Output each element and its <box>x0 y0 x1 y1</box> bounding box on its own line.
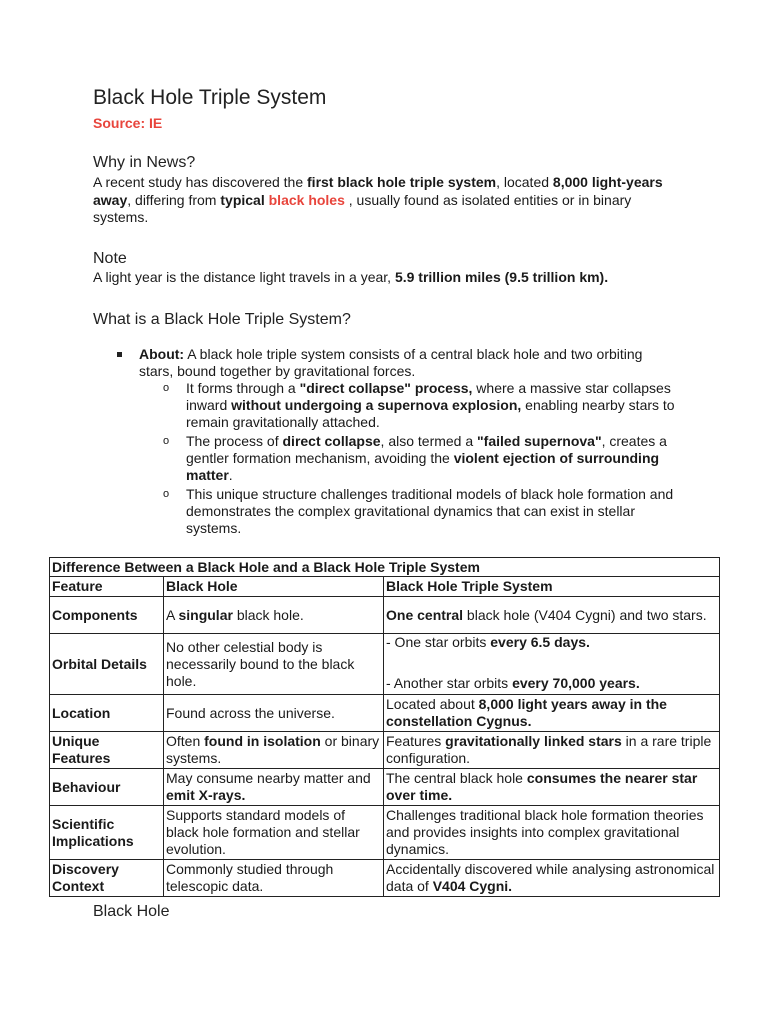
table-row <box>50 732 720 769</box>
square-bullet-icon <box>117 352 122 357</box>
table-row <box>50 597 720 634</box>
triple-system-cell: Challenges traditional black hole formation theories and provides insights into complex gravitational dynamics. <box>384 806 720 860</box>
source-label: Source: IE <box>93 115 163 131</box>
black-holes-link[interactable]: black holes <box>268 191 345 208</box>
table-caption: Difference Between a Black Hole and a Black Hole Triple System <box>50 558 720 577</box>
table-caption-row <box>50 558 720 577</box>
black-hole-cell: Commonly studied through telescopic data. <box>164 860 384 897</box>
sub-bullet-failed-supernova: o The process of direct collapse, also termed a "failed supernova", creates a gentler formation mechanism, avoiding the violent ejection of surrounding matter. <box>163 433 667 483</box>
circle-bullet-icon: o <box>163 435 170 447</box>
black-hole-cell: No other celestial body is necessarily bound to the black hole. <box>164 634 384 695</box>
feature-cell: Behaviour <box>50 769 164 806</box>
feature-cell: Unique Features <box>50 732 164 769</box>
feature-cell: Components <box>50 597 164 634</box>
feature-cell: Orbital Details <box>50 634 164 695</box>
why-in-news-paragraph: A recent study has discovered the first black hole triple system, located 8,000 light-years away, differing from typical black holes , usually found as isolated entities or in binary systems. <box>93 174 663 225</box>
trailing-heading: Black Hole <box>93 903 170 920</box>
table-row <box>50 860 720 897</box>
circle-bullet-icon: o <box>163 382 170 394</box>
header-black-hole: Black Hole <box>164 577 384 597</box>
table-row <box>50 769 720 806</box>
table-header-row <box>50 577 720 597</box>
sub-bullet-unique-structure: o This unique structure challenges traditional models of black hole formation and demonstrates the complex gravitational dynamics that can exist in stellar systems. <box>163 486 674 536</box>
black-hole-cell: A singular black hole. <box>164 597 384 634</box>
triple-system-cell: - One star orbits every 6.5 days. - Another star orbits every 70,000 years. <box>384 634 720 695</box>
comparison-table <box>49 557 720 897</box>
note-heading: Note <box>93 250 127 267</box>
triple-system-cell: Accidentally discovered while analysing astronomical data of V404 Cygni. <box>384 860 720 897</box>
sub-bullet-direct-collapse: o It forms through a "direct collapse" process, where a massive star collapses inward without undergoing a supernova explosion, enabling nearby stars to remain gravitationally attached. <box>163 380 675 430</box>
circle-bullet-icon: o <box>163 488 170 500</box>
black-hole-cell: May consume nearby matter and emit X-rays. <box>164 769 384 806</box>
feature-cell: Discovery Context <box>50 860 164 897</box>
triple-system-cell: One central black hole (V404 Cygni) and two stars. <box>384 597 720 634</box>
table-row <box>50 634 720 695</box>
feature-cell: Location <box>50 695 164 732</box>
triple-system-cell: The central black hole consumes the nearer star over time. <box>384 769 720 806</box>
header-feature: Feature <box>50 577 164 597</box>
what-is-heading: What is a Black Hole Triple System? <box>93 311 351 328</box>
black-hole-cell: Often found in isolation or binary systems. <box>164 732 384 769</box>
feature-cell: Scientific Implications <box>50 806 164 860</box>
note-paragraph: A light year is the distance light travels in a year, 5.9 trillion miles (9.5 trillion km). <box>93 269 609 285</box>
page-title: Black Hole Triple System <box>93 86 327 109</box>
about-bullet: About: A black hole triple system consists of a central black hole and two orbiting stars, bound together by gravitational forces. <box>139 346 669 380</box>
table-row <box>50 806 720 860</box>
header-triple-system: Black Hole Triple System <box>384 577 720 597</box>
triple-system-cell: Features gravitationally linked stars in a rare triple configuration. <box>384 732 720 769</box>
triple-system-cell: Located about 8,000 light years away in the constellation Cygnus. <box>384 695 720 732</box>
table-row <box>50 695 720 732</box>
black-hole-cell: Found across the universe. <box>164 695 384 732</box>
why-in-news-heading: Why in News? <box>93 154 196 171</box>
black-hole-cell: Supports standard models of black hole formation and stellar evolution. <box>164 806 384 860</box>
